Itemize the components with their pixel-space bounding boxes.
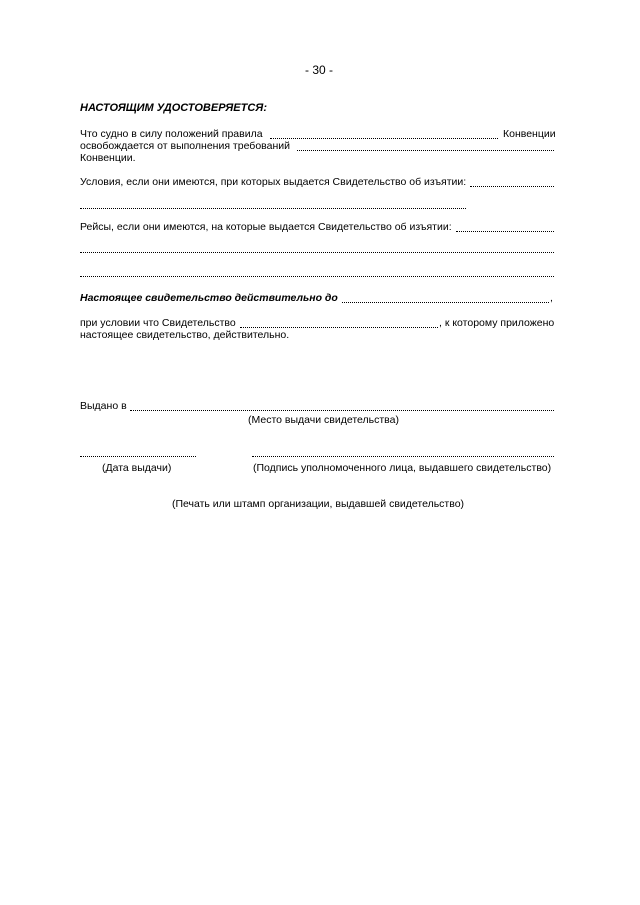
proviso-mid-text: , к которому приложено [439, 317, 555, 329]
regulation-text: Что судно в силу положений правила [80, 128, 263, 140]
conditions-fill-line-2 [80, 208, 466, 209]
issued-at-label: Выдано в [80, 400, 127, 412]
valid-until-comma: , [550, 292, 553, 304]
page-number: - 30 - [305, 63, 334, 77]
signature-caption: (Подпись уполномоченного лица, выдавшего свидетельство) [253, 462, 552, 474]
certification-heading: НАСТОЯЩИМ УДОСТОВЕРЯЕТСЯ: [80, 102, 267, 114]
voyages-fill-line-1 [456, 231, 554, 232]
conditions-fill-line-1 [470, 186, 554, 187]
regulation-fill-line [270, 138, 498, 139]
voyages-label: Рейсы, если они имеются, на которые выдается Свидетельство об изъятии: [80, 221, 452, 233]
conditions-label: Условия, если они имеются, при которых выдается Свидетельство об изъятии: [80, 176, 467, 188]
seal-caption: (Печать или штамп организации, выдавшей свидетельство) [172, 498, 465, 510]
date-caption: (Дата выдачи) [102, 462, 172, 474]
valid-until-fill-line [342, 302, 549, 303]
convention-end-text: Конвенции. [80, 152, 136, 164]
convention-text: Конвенции [503, 128, 556, 140]
voyages-fill-line-3 [80, 276, 554, 277]
date-fill-line [80, 456, 196, 457]
signature-fill-line [252, 456, 554, 457]
proviso-fill-line [240, 327, 438, 328]
issued-place-caption: (Место выдачи свидетельства) [248, 414, 399, 426]
voyages-fill-line-2 [80, 252, 554, 253]
exempt-text: освобождается от выполнения требований [80, 140, 290, 152]
proviso-end-text: настоящее свидетельство, действительно. [80, 329, 290, 341]
issued-at-fill-line [130, 410, 554, 411]
valid-until-label: Настоящее свидетельство действительно до [80, 292, 338, 304]
proviso-text: при условии что Свидетельство [80, 317, 236, 329]
requirements-fill-line [297, 150, 554, 151]
